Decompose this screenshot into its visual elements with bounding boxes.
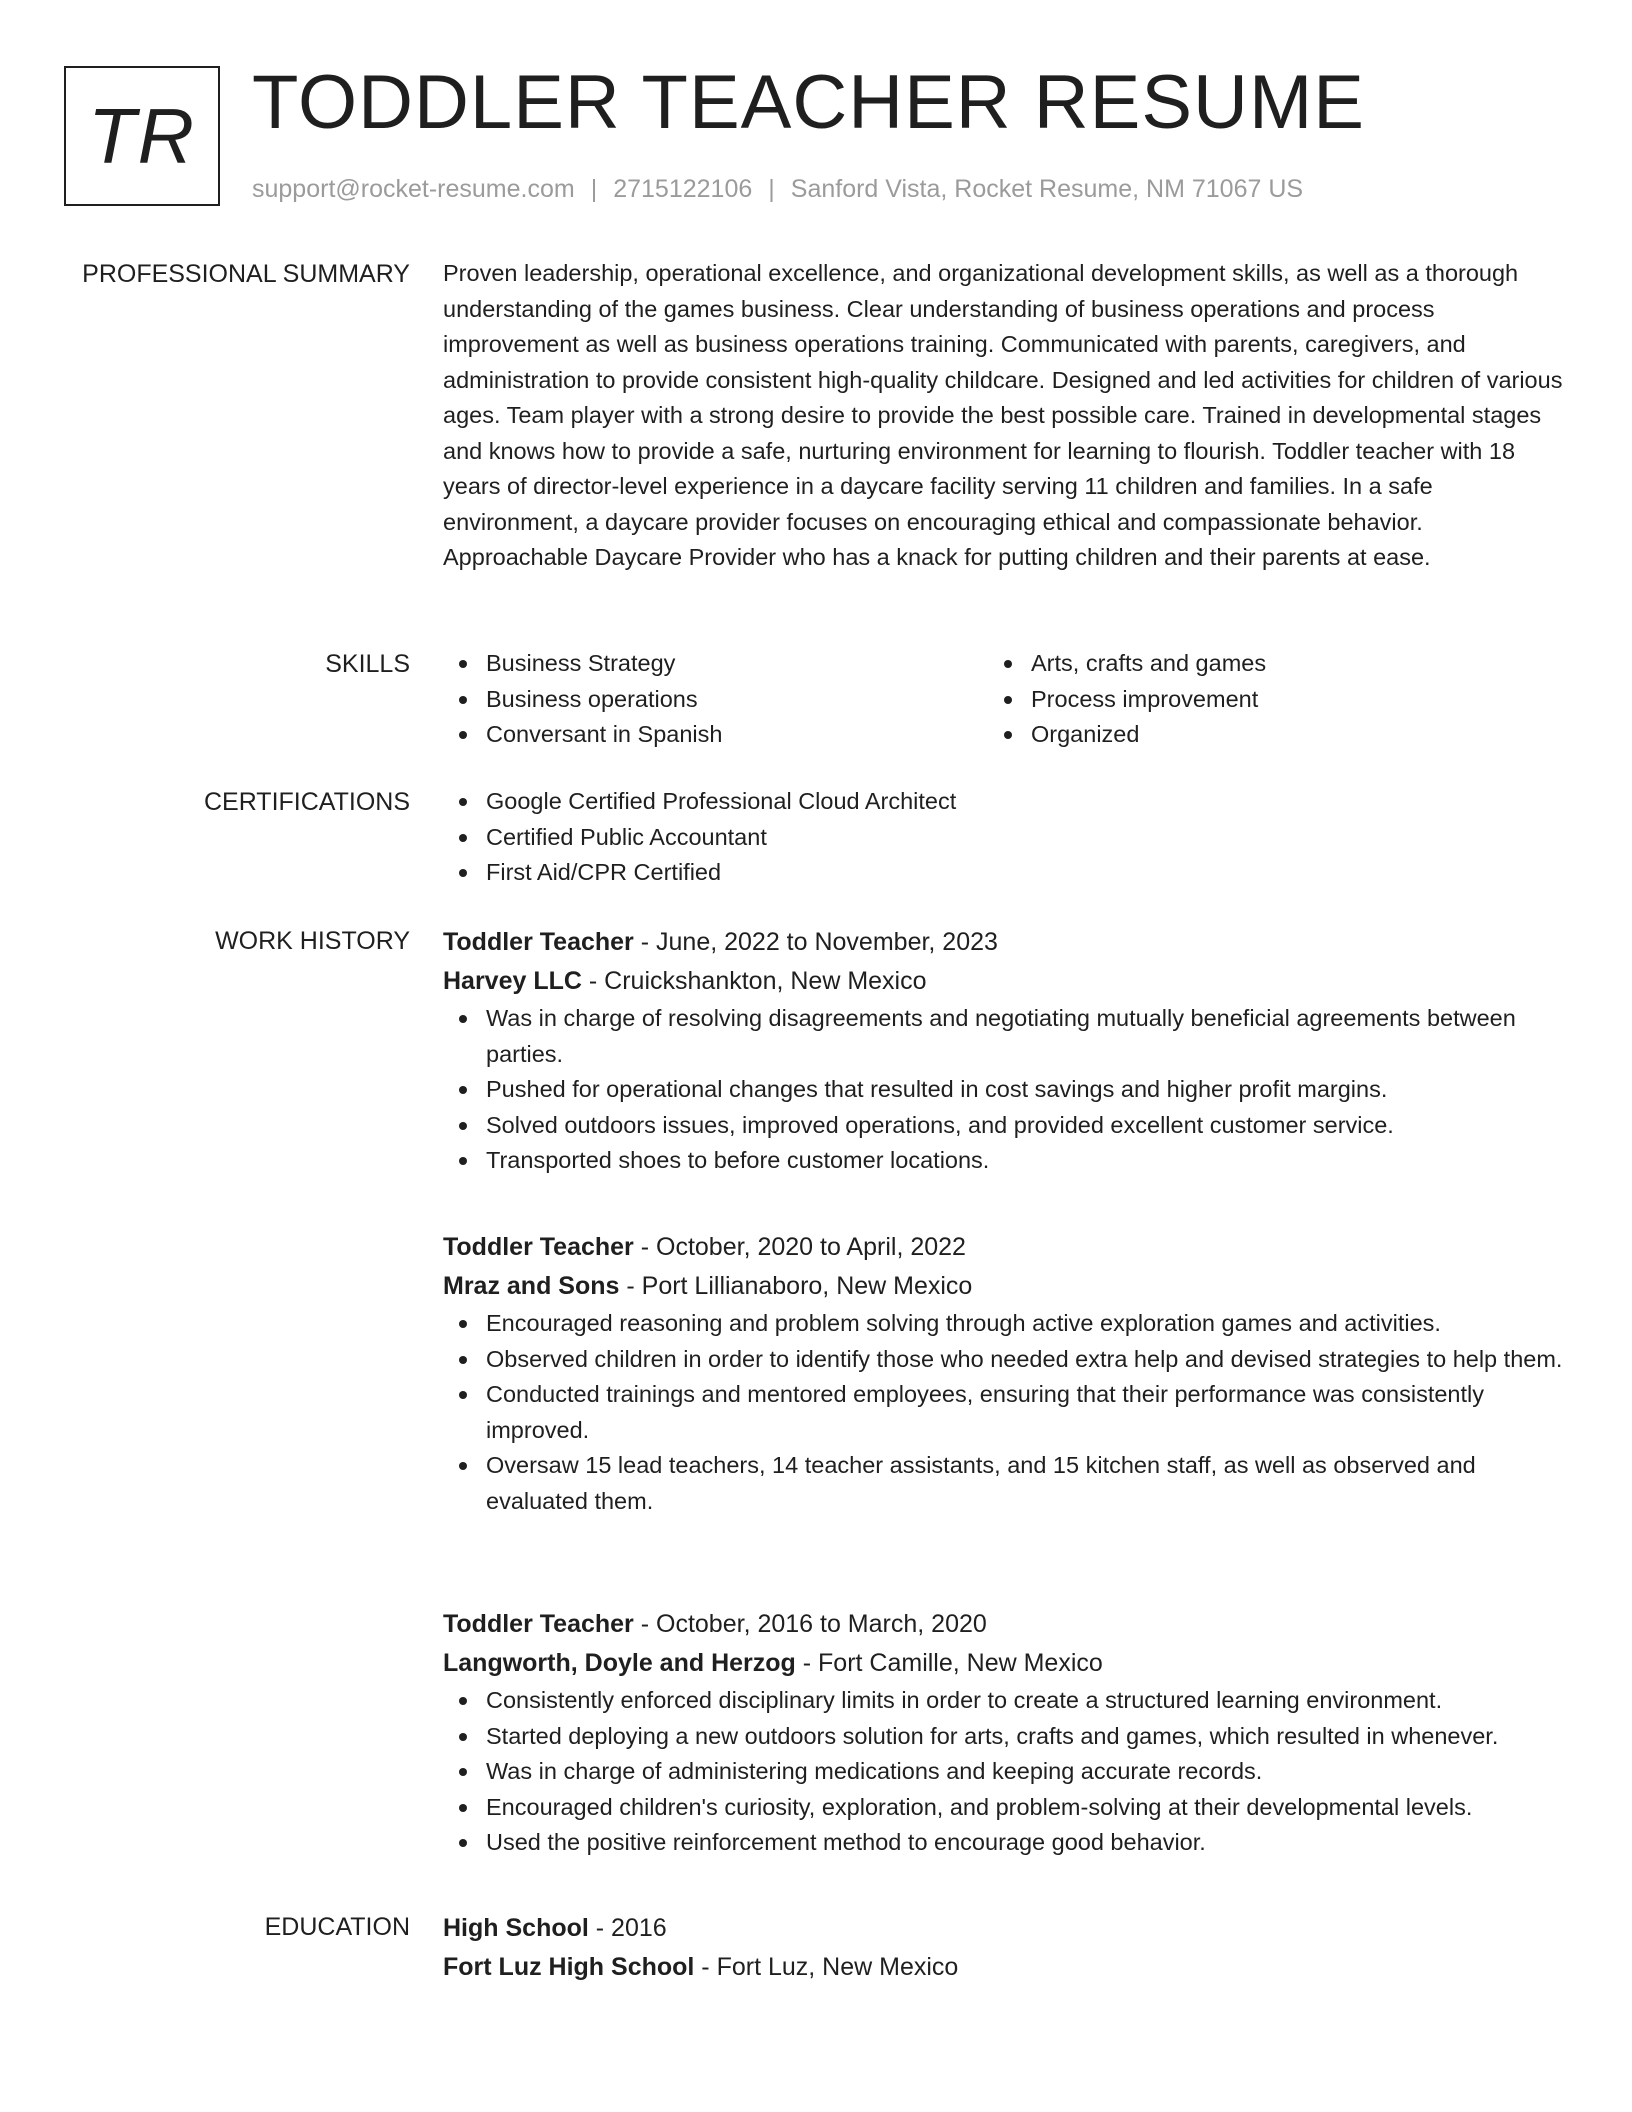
job-location: - Fort Camille, New Mexico [795,1649,1103,1677]
job-duty-item: Started deploying a new outdoors solution for arts, crafts and games, which resulted in whenever. [443,1719,1563,1755]
job-body [443,1605,1563,1861]
summary-label: PROFESSIONAL SUMMARY [82,260,410,288]
education-school: Fort Luz High School [443,1953,695,1981]
contact-phone: 2715122106 [613,175,753,203]
education-body [443,1909,1563,1987]
job-duty-item: Was in charge of administering medications and keeping accurate records. [443,1754,1563,1790]
job-duty-item: Oversaw 15 lead teachers, 14 teacher assistants, and 15 kitchen staff, as well as observed and evaluated them. [443,1448,1563,1519]
contact-separator: | [590,175,598,203]
job-body [443,923,1563,1179]
certification-item: First Aid/CPR Certified [443,855,1563,891]
contact-email: support@rocket-resume.com [252,175,575,203]
skill-item: Organized [988,717,1533,753]
job-title: Toddler Teacher [443,1233,634,1261]
certification-item: Certified Public Accountant [443,820,1563,856]
resume-title: TODDLER TEACHER RESUME [252,60,1365,145]
job-dates: - October, 2016 to March, 2020 [633,1610,987,1638]
education-year: - 2016 [588,1914,667,1942]
job-company-line [443,962,1563,1001]
job-company-line [443,1267,1563,1306]
skill-item: Business Strategy [443,646,988,682]
job-title: Toddler Teacher [443,1610,634,1638]
job-company-line [443,1644,1563,1683]
job-company: Langworth, Doyle and Herzog [443,1649,796,1677]
skill-item: Arts, crafts and games [988,646,1533,682]
skills-label: SKILLS [325,650,410,678]
education-location: - Fort Luz, New Mexico [694,1953,959,1981]
job-title: Toddler Teacher [443,928,634,956]
job-duties [443,1683,1563,1861]
job-title-line [443,923,1563,962]
education-degree-line [443,1909,1563,1948]
job-duty-item: Consistently enforced disciplinary limits in order to create a structured learning environment. [443,1683,1563,1719]
skills-body [443,646,1563,753]
skill-item: Business operations [443,682,988,718]
certification-item: Google Certified Professional Cloud Architect [443,784,1563,820]
job-dates: - June, 2022 to November, 2023 [633,928,998,956]
job-duty-item: Transported shoes to before customer locations. [443,1143,1563,1179]
monogram-box [64,66,220,206]
contact-line [252,172,1303,206]
job-dates: - October, 2020 to April, 2022 [633,1233,966,1261]
summary-text: Proven leadership, operational excellence, and organizational development skills, as well as a thorough understanding of the games business. Clear understanding of business operations and process improvement as well as business operations training. Communicated with parents, caregivers, and administration to provide consistent high-quality childcare. Designed and led activities for children of various ages. Team player with a strong desire to provide the best possible care. Trained in developmental stages and knows how to provide a safe, nurturing environment for learning to flourish. Toddler teacher with 18 years of director-level experience in a daycare facility serving 11 children and families. In a safe environment, a daycare provider focuses on encouraging ethical and compassionate behavior. Approachable Daycare Provider who has a knack for putting children and their parents at ease. [443,260,1563,570]
education-school-line [443,1948,1563,1987]
job-duty-item: Conducted trainings and mentored employees, ensuring that their performance was consistently improved. [443,1377,1563,1448]
contact-separator: | [768,175,775,203]
education-degree: High School [443,1914,589,1942]
job-duty-item: Used the positive reinforcement method to encourage good behavior. [443,1825,1563,1861]
skill-item: Process improvement [988,682,1533,718]
work-history-label: WORK HISTORY [215,927,410,955]
summary-body [443,256,1563,576]
job-duty-item: Pushed for operational changes that resulted in cost savings and higher profit margins. [443,1072,1563,1108]
skills-column-2 [988,646,1533,753]
certifications-body [443,784,1563,891]
education-label: EDUCATION [264,1913,410,1941]
job-duty-item: Encouraged reasoning and problem solving through active exploration games and activities. [443,1306,1563,1342]
job-company: Harvey LLC [443,967,582,995]
skills-column-1 [443,646,988,753]
monogram-initials: TR [88,91,196,180]
job-company: Mraz and Sons [443,1272,620,1300]
contact-address: Sanford Vista, Rocket Resume, NM 71067 US [790,175,1304,203]
job-location: - Port Lillianaboro, New Mexico [619,1272,973,1300]
job-body [443,1228,1563,1519]
job-duty-item: Solved outdoors issues, improved operations, and provided excellent customer service. [443,1108,1563,1144]
job-duty-item: Was in charge of resolving disagreements and negotiating mutually beneficial agreements between parties. [443,1001,1563,1072]
job-title-line [443,1605,1563,1644]
job-location: - Cruickshankton, New Mexico [581,967,927,995]
job-duty-item: Encouraged children's curiosity, exploration, and problem-solving at their developmental levels. [443,1790,1563,1826]
skill-item: Conversant in Spanish [443,717,988,753]
job-title-line [443,1228,1563,1267]
job-duty-item: Observed children in order to identify those who needed extra help and devised strategies to help them. [443,1342,1563,1378]
job-duties [443,1306,1563,1519]
job-duties [443,1001,1563,1179]
certifications-label: CERTIFICATIONS [203,788,410,816]
